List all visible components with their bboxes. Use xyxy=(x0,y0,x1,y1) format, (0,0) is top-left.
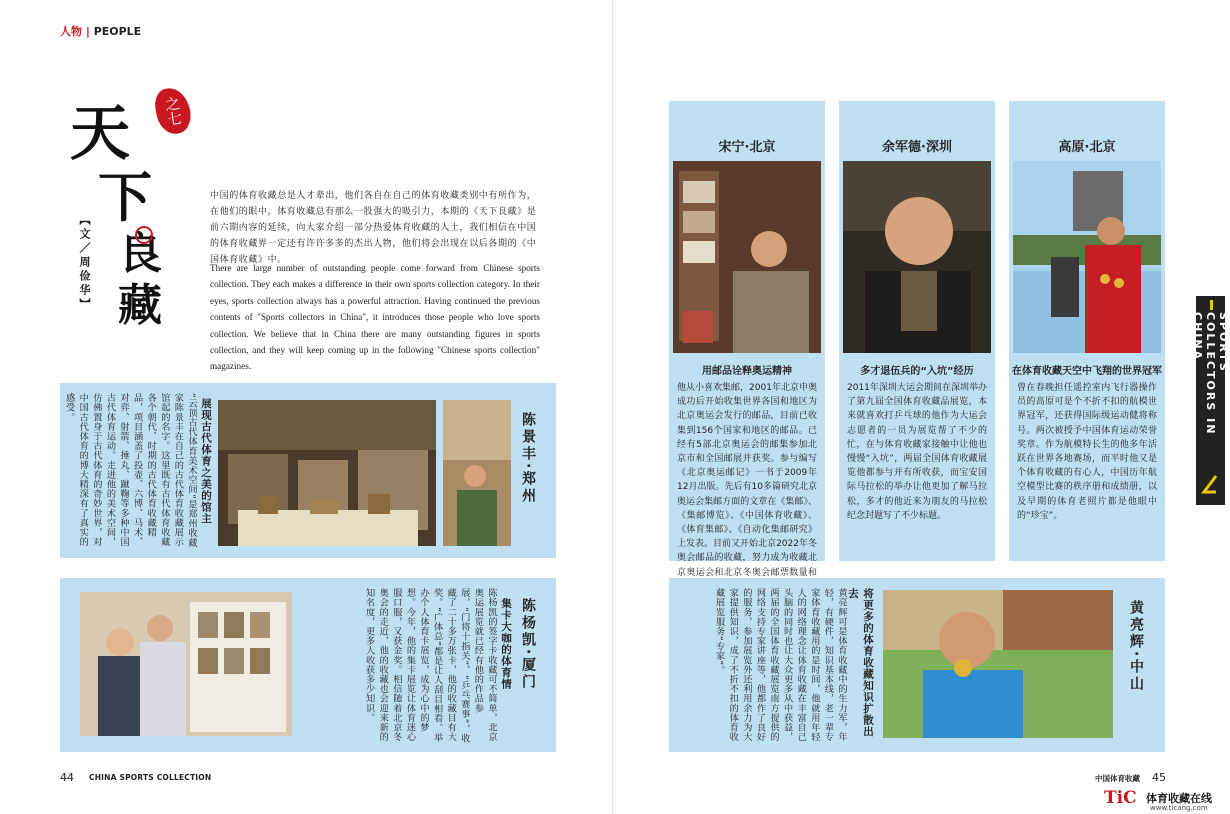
page-number-right: 45 xyxy=(1152,771,1166,784)
panel-3-subtitle: 将更多的体育收藏知识扩散出去 xyxy=(847,588,874,738)
col-2-name: 余军德·深圳 xyxy=(882,140,952,155)
photo-song-ning xyxy=(673,161,821,353)
side-tab-marker xyxy=(1210,300,1213,310)
col-3-name: 高原·北京 xyxy=(1058,140,1116,155)
panel-1-text: “云顶古代体育美术空间”是郑州收藏家陈景丰在自己的古代体育收藏展示馆起的名字。这里既有古代体育收藏各个朝代、时期的古代体育收藏精品，项目涵盖了投壶、六博、马术、对弈、射箭、捶丸、蹴鞠等多种中国古代体育运动。走进他的美术空间，仿佛置身于古代体育的奇妙世界，对中国古代体育的博大精深有了真实的感受。 xyxy=(63,393,197,548)
intro-cn: 中国的体育收藏总是人才辈出，他们各自在自己的体育收藏类别中有所作为，在他们的眼中，体育收藏总有那么一股强大的吸引力，本期的《天下良藏》是前六期内容的延续，向大家介绍一部分热爱体育收藏的人士，我们相信在中国的体育收藏界一定还有许许多多的杰出人物，他们将会出现在以后各期的《中国体育收藏》中。 xyxy=(210,191,537,265)
ticang-logo-mark: TiC xyxy=(1104,788,1137,808)
magazine-name-cn: 中国体育收藏 xyxy=(1095,774,1140,783)
panel-3-name: 黄亮辉·中山 xyxy=(1128,600,1144,694)
col-3-text: 曾在春晚担任遥控室内飞行器操作员的高原可是个不折不扣的航模世界冠军，还获得国际级运动健将称号。两次被授予中国体育运动荣誉奖章。作为航模特长生的他多年活跃在世界各地赛场，而平时他又是个体育收藏的有心人，中国历年航空模型比赛的秩序册和成绩册，以及早期的体育老照片都是他眼中的“珍宝”。 xyxy=(1017,383,1157,521)
panel-1-subtitle: 展现古代体育之美的馆主 xyxy=(200,398,212,525)
section-tag-en: PEOPLE xyxy=(93,25,142,38)
ticang-url[interactable]: www.ticang.com xyxy=(1150,804,1208,812)
title-char-4: 藏 xyxy=(118,280,162,331)
side-tab-label: SPORTS COLLECTORS IN CHINA xyxy=(1191,312,1230,436)
intro-en: There are large number of outstanding people come forward from Chinese sports collection. They each makes a difference in their own sports collection category. In their eyes, sports collection always has a powerful attraction. Having continued the previous contents of "Sports collectors in China", it introduces those people who love sports collection. We believe that in China there are many outstanding figures in sports collection, and they will keep coming up in the following "Chinese sports collection" magazines. xyxy=(210,263,540,372)
page-fold xyxy=(612,0,613,814)
panel-2-text: 陈杨凯的签字卡收藏可不简单，北京奥运展览就已经有他的作品参展，“门将十指关”、“乒乓赛事”，收藏了二十多万张卡，他的收藏目有大奖。“广体总”都是让人刮目相看。举办个人体育卡展览，成为心中的梦想。今年，他的集卡展览让体育迷心服口服，又获金奖。相信随着北京冬奥会的走近，他的收藏也会迎来新的知名度，更多人收获多少知识。 xyxy=(363,588,497,744)
page-number-left: 44 xyxy=(60,771,74,784)
col-3-caption: 在体育收藏天空中飞翔的世界冠军 xyxy=(1012,366,1162,377)
panel-2-subtitle: 集卡大咖的体育情 xyxy=(500,598,512,690)
photo-gao-yuan xyxy=(1013,161,1161,353)
photo-exhibition-hall xyxy=(218,400,436,546)
arrow-icon xyxy=(1200,472,1220,496)
photo-chen-jingfeng xyxy=(443,400,511,546)
col-2-text: 2011年深圳大运会期间在深圳举办了第九届全国体育收藏品展览，本来就喜欢打乒乓球的他作为大运会志愿者的一员为展览帮了不少的忙，在与体育收藏家接触中让他也慢慢“入坑”，两届全国体育收藏展览他都参与并有所收获，而宝安国际马拉松的举办让他更加了解马拉松，多才的他近来为朋友的马拉松纪念封题写了不少标题。 xyxy=(847,383,987,521)
title-char-1: 天 xyxy=(70,99,130,169)
section-tag-cn: 人物 xyxy=(60,25,82,38)
col-1-name: 宋宁·北京 xyxy=(718,140,776,155)
panel-2-name: 陈杨凯·厦门 xyxy=(520,598,536,692)
ticang-logo-text: 体育收藏在线 xyxy=(1146,792,1212,805)
col-1-text: 他从小喜欢集邮，2001年北京申奥成功后开始收集世界各国和地区为北京奥运会发行的邮品，目前已收集到156个国家和地区的邮品。已经有5部北京奥运会的邮集参加北京市和全国邮展并获奖。参与编写《北京奥运邮记》一书于2009年12月出版。先后有10多篇研究北京奥运会集邮方面的文章在《集邮》、《集邮博览》、《中国体育收藏》、《体育集邮》、《自动化集邮研究》上发表。目前又开始北京2022年冬奥会邮品的收藏，努力成为收藏北京奥运会和北京冬奥会邮票数量和 xyxy=(677,383,817,578)
photo-huang-lianghui xyxy=(883,590,1113,738)
panel-3-text: 黄亮辉可是体育收藏中的生力军，年轻，有硬件，知识基本线，老一辈专家体育收藏用的是时间，他就用年轻人的网络理念让体育收藏在丰富自己头脑的同时也让大众更多从中获益，两届的全国体育收藏展览南方提供的网络支持专家讲座等，他都作了良好的服务，参加展览外还利用余力为大家提供知识，成了不折不扣的体育收藏展览服务“专家”。 xyxy=(713,588,847,742)
title-seal: 之七 xyxy=(153,86,193,136)
photo-yu-junde xyxy=(843,161,991,353)
section-tag: 人物 | PEOPLE xyxy=(60,25,142,38)
col-2-caption: 多才退伍兵的“入坑”经历 xyxy=(860,366,974,377)
col-1-caption: 用邮品诠释奥运精神 xyxy=(702,366,792,377)
magazine-name-en: CHINA SPORTS COLLECTION xyxy=(89,773,212,782)
author-credit: 【文／周俭华】 xyxy=(78,214,91,312)
title-char-2: 下 xyxy=(98,165,152,229)
title-circle-accent xyxy=(135,226,153,244)
photo-chen-yangkai xyxy=(80,592,292,736)
panel-1-name: 陈景丰·郑州 xyxy=(520,412,536,506)
title-char-3: 良 xyxy=(118,228,162,279)
